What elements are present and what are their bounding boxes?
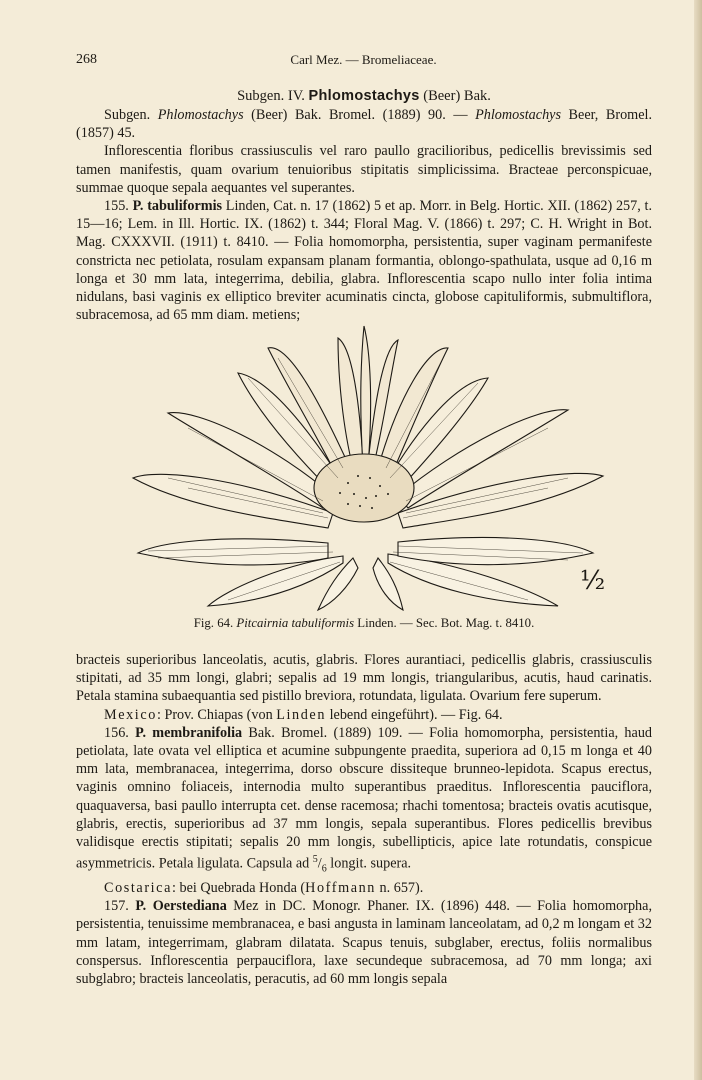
species-156-paragraph: 156. P. membranifolia Bak. Bromel. (1889) 109. — Folia homomorpha, persistentia, haud petiolata, late ovata vel elliptica et acumine subpungente praedita, superiora ad 0,15 m longa et 40 mm lata, membranacea, integerrima, dorso obscure dissiteque brunneo-lepidota. Scapus erectus, vaginis omnino foliaceis, internodia multo superantibus praeditus. Inflorescentia pauciflora, quaquaversa, basi paullo interrupta cet. dense racemosa; rhachi tomentosa; bracteis ovatis acutisque, glabris, erectis, superioribus ad 37 mm longis, sepala superantibus. Flores pedicellis brevibus validisque erectis stipitati; sepalis 20 mm longis, subellipticis, apice late rotundatis, conspicue asymmetricis. Petala ligulata. Capsula ad $^5/_6$ longit. supera.	[76, 724, 653, 875]
synonymy-text: (Beer) Bak. Bromel. (1889) 90. —	[243, 107, 476, 123]
page-number: 268	[76, 52, 97, 67]
locality-text: n. 657).	[376, 880, 424, 896]
synonymy-text: Beer, Bromel. (1857) 45.	[76, 107, 652, 142]
locality-region: Mexico	[104, 706, 157, 723]
synonymy-taxon: Phlomostachys	[157, 107, 244, 123]
species-name: P. tabuliformis	[132, 198, 223, 215]
synonymy-text: Subgen.	[104, 107, 158, 123]
locality-region: Costarica	[104, 880, 172, 896]
running-head: Carl Mez. — Bromeliaceae.	[290, 52, 437, 67]
caption-taxon: Pitcairnia tabuliformis	[236, 616, 355, 630]
subgenus-authority: (Beer) Bak.	[423, 88, 491, 104]
species-description: Bak. Bromel. (1889) 109. — Folia homomorpha, persistentia, haud petiolata, late ovata vel elliptica et acumine subpungente praedita, superiora ad 0,15 m longa et 40 mm lata, membranacea, integerrima, dorso obscure dissiteque brunneo-lepidota. Scapus erectus, vaginis omnino foliaceis, internodia multo superantibus praeditus. Inflorescentia pauciflora, quaquaversa, basi paullo interrupta cet. dense racemosa; rhachi tomentosa; bracteis ovatis acutisque, glabris, erectis, superioribus ad 37 mm longis, sepala superantibus. Flores pedicellis brevibus validisque erectis stipitati; sepalis 20 mm longis, subellipticis, apice late rotundatis, conspicue asymmetricis. Petala ligulata. Capsula ad	[76, 724, 653, 872]
species-name: P. Oerstediana	[135, 898, 227, 915]
species-description: Linden, Cat. n. 17 (1862) 5 et ap. Morr. in Belg. Hortic. XII. (1862) 257, t. 15—16; Lem. in Ill. Hortic. IX. (1862) t. 344; Floral Mag. V. (1866) t. 297; C. H. Wright in Bot. Mag. CXXXVII. (1911) t. 8410. — Folia homomorpha, persistentia, super vaginam permanifeste constricta nec petiolata, rosulam expansam planam formantia, oblongo-spathulata, usque ad 0,16 m longa et 30 mm lata, integerrima, debilia, glabra. Inflorescentia scapo nullo inter folia intima nidulans, basi vaginis ex elliptico breviter acuminatis cincta, globose capituliformis, submultiflora, subracemosa, ad 65 mm diam. metiens;	[76, 198, 652, 324]
synonymy-taxon: Phlomostachys	[475, 107, 561, 123]
species-number: 156.	[104, 724, 129, 741]
locality-collector: Linden	[276, 706, 327, 723]
figure-64-illustration	[128, 318, 608, 613]
page-edge-shadow	[694, 0, 702, 1080]
locality-collector: Hoffmann	[305, 880, 376, 896]
subgenus-name: Phlomostachys	[308, 88, 420, 104]
species-number: 157.	[104, 898, 129, 915]
continuation-text-block	[76, 651, 652, 988]
species-155-paragraph	[76, 197, 652, 324]
locality-text: : bei Quebrada Honda (	[171, 880, 306, 896]
species-number: 155.	[104, 198, 129, 215]
species-description: longit. supera.	[326, 855, 412, 872]
species-157-paragraph	[76, 897, 652, 988]
synonymy-paragraph	[76, 106, 652, 142]
species-description: Mez in DC. Monogr. Phaner. IX. (1896) 448. — Folia homomorpha, persistentia, tenuissime membranacea, e basi angusta in laminam lanceolatam, ad 0,2 m longam et 32 mm latam, integerrimam, glabram dilatata. Scapus tenuis, subglaber, erectus, foliis normalibus conspersus. Inflorescentia perpauciflora, laxe secundeque subracemosa, ad 70 mm longa; axi subglabro; bracteis lanceolatis, peracutis, ad 60 mm longis sepala	[76, 898, 652, 988]
caption-source: Linden. — Sec. Bot. Mag. t. 8410.	[354, 616, 535, 630]
subgenus-text-block	[76, 106, 652, 324]
species-name: P. membranifolia	[135, 724, 243, 741]
species-156-locality	[76, 879, 652, 897]
locality-text: : Prov. Chiapas (von	[156, 706, 277, 723]
subgenus-prefix: Subgen. IV.	[237, 88, 305, 104]
fraction-numerator: 5	[312, 854, 318, 866]
fraction-denominator: 6	[321, 863, 327, 875]
species-155-continuation: bracteis superioribus lanceolatis, acutis, glabris. Flores aurantiaci, pedicellis glabris, crassiusculis stipitati, ad 35 mm longi, glabri; sepalis ad 19 mm longis, triangularibus, acutis, haud carinatis. Petala stamina subaequantia sed pistillo breviora, rotundata, ligulata. Ovarium fere superum.	[76, 652, 652, 705]
caption-label: Fig. 64.	[193, 616, 237, 630]
figure-caption	[76, 616, 652, 631]
species-155-locality	[76, 706, 652, 724]
subgenus-description: Inflorescentia floribus crassiusculis vel raro paullo gracilioribus, pedicellis brevissimis sed tamen manifestis, quam ovarium tenuioribus stipitatis simplicissima. Bracteae perconspicuae, summae quoque sepala aequantes vel superantes.	[76, 143, 652, 196]
subgenus-heading	[76, 88, 652, 105]
locality-text: lebend eingeführt). — Fig. 64.	[326, 706, 503, 723]
page-header	[76, 52, 651, 72]
scale-label: ½	[580, 566, 606, 596]
